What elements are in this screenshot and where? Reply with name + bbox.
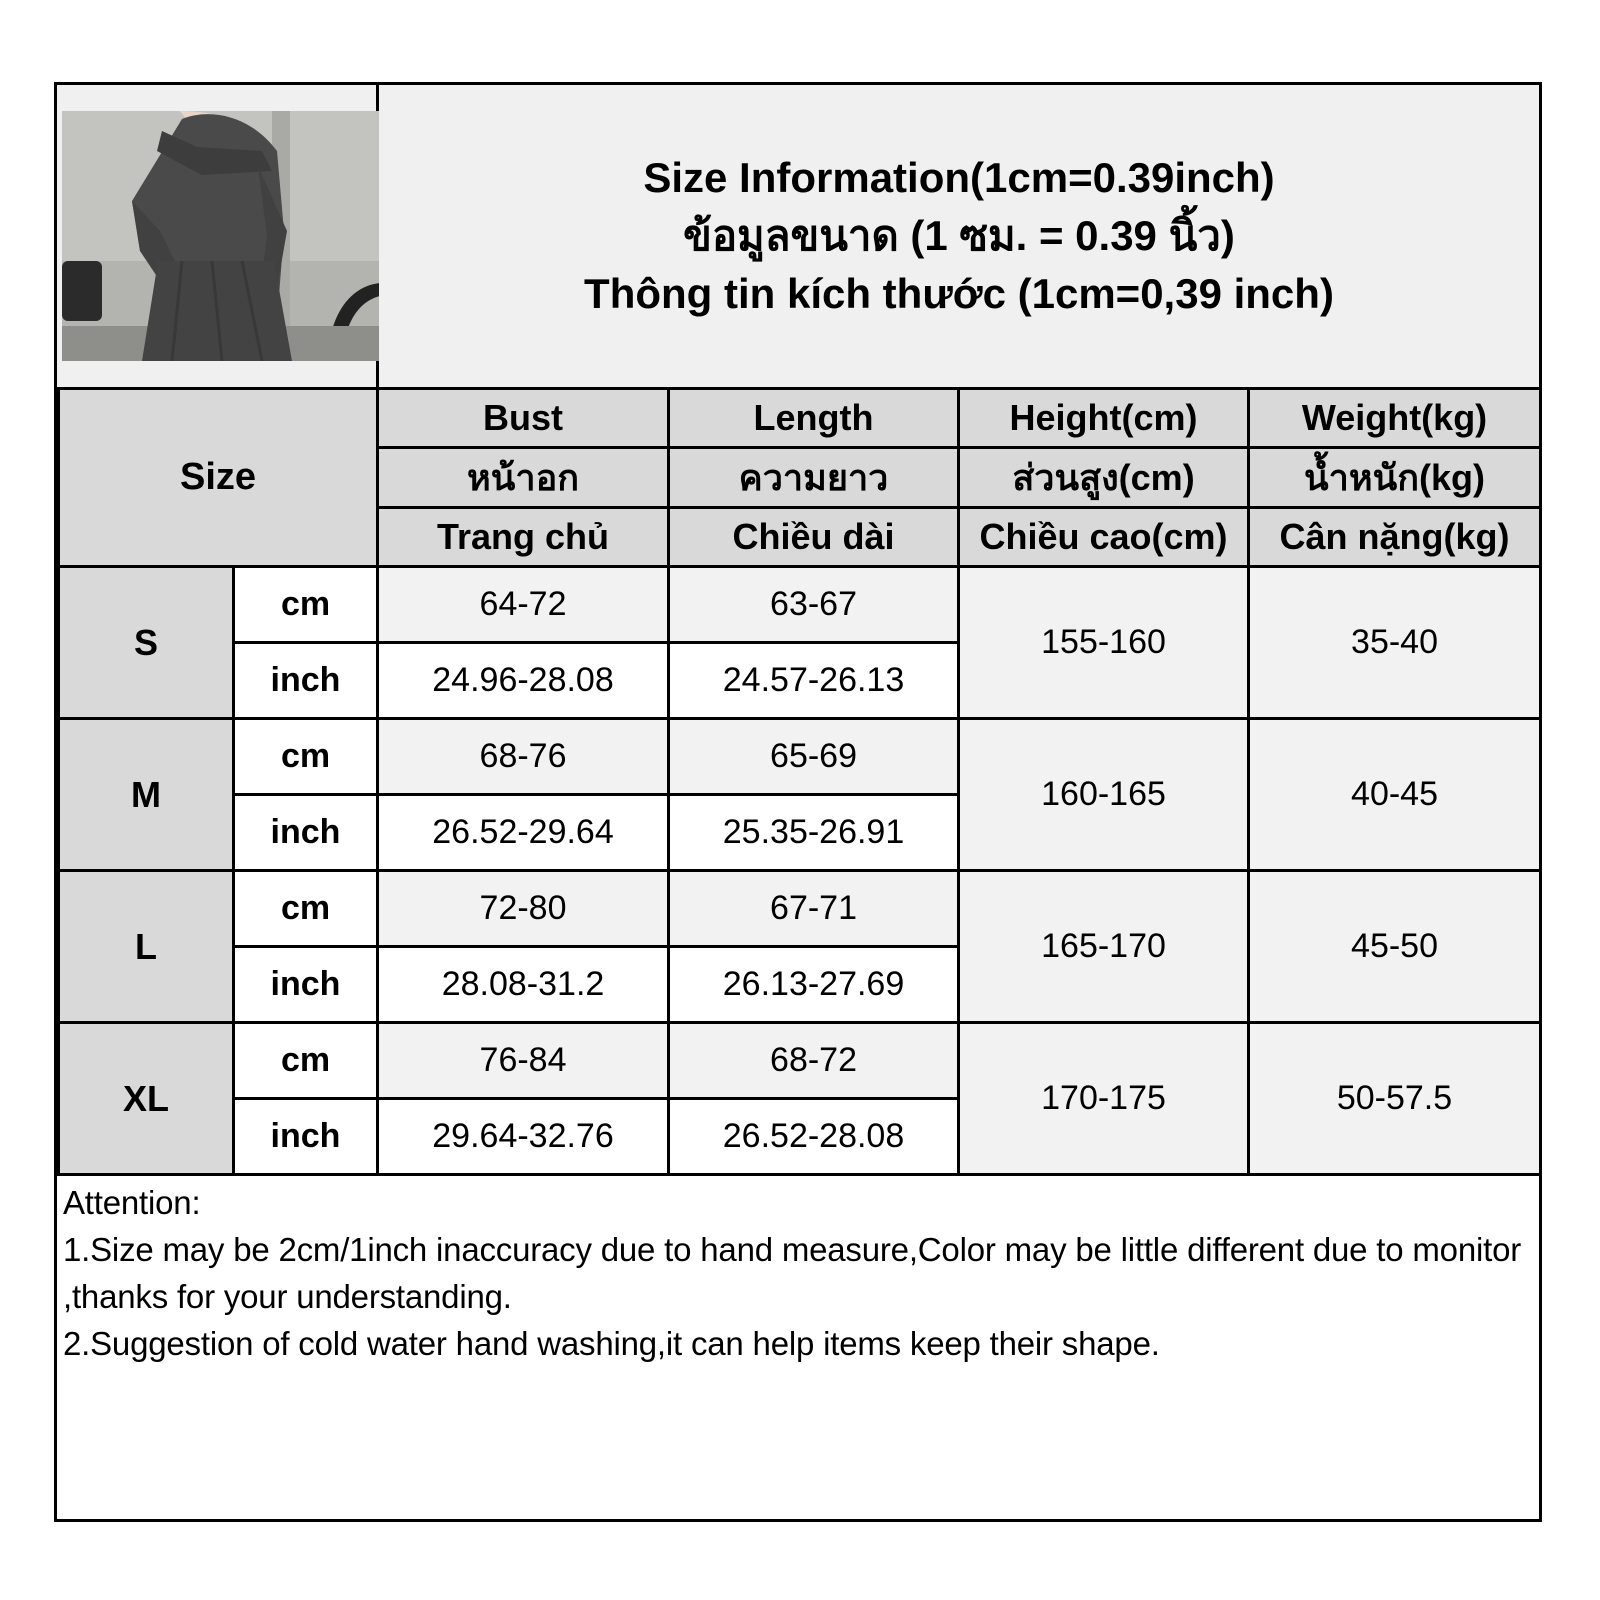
size-label-s: S (59, 567, 234, 719)
unit-cm: cm (234, 567, 378, 643)
size-chart (54, 82, 1542, 1522)
weight-value: 35-40 (1249, 567, 1541, 719)
bust-cm-value: 76-84 (378, 1023, 669, 1099)
length-header-vietnamese: Chiều dài (669, 508, 959, 567)
table-row (59, 871, 1541, 947)
length-inch-value: 24.57-26.13 (669, 643, 959, 719)
bust-cm-value: 72-80 (378, 871, 669, 947)
unit-cm: cm (234, 719, 378, 795)
size-table (57, 387, 1542, 1176)
product-photo-cell (57, 85, 379, 387)
size-label-xl: XL (59, 1023, 234, 1175)
bust-header-thai: หน้าอก (378, 448, 669, 508)
length-inch-value: 26.13-27.69 (669, 947, 959, 1023)
length-cm-value: 63-67 (669, 567, 959, 643)
height-value: 160-165 (959, 719, 1249, 871)
notes-heading: Attention: (63, 1184, 201, 1221)
length-inch-value: 26.52-28.08 (669, 1099, 959, 1175)
model-photo-illustration (62, 111, 380, 361)
height-header: Height(cm) (959, 389, 1249, 448)
title-thai: ข้อมูลขนาด (1 ซม. = 0.39 นิ้ว) (683, 212, 1235, 259)
size-column-header: Size (59, 389, 378, 567)
title-english: Size Information(1cm=0.39inch) (643, 154, 1275, 201)
height-value: 165-170 (959, 871, 1249, 1023)
weight-value: 50-57.5 (1249, 1023, 1541, 1175)
bust-header-vietnamese: Trang chủ (378, 508, 669, 567)
height-value: 170-175 (959, 1023, 1249, 1175)
bust-inch-value: 28.08-31.2 (378, 947, 669, 1023)
bust-cm-value: 68-76 (378, 719, 669, 795)
size-label-l: L (59, 871, 234, 1023)
bust-inch-value: 24.96-28.08 (378, 643, 669, 719)
note-item: 1.Size may be 2cm/1inch inaccuracy due to hand measure,Color may be little different due to monitor ,thanks for your understanding. (63, 1231, 1522, 1315)
attention-notes (63, 1179, 1527, 1367)
header-row-en (59, 389, 1541, 448)
length-cm-value: 68-72 (669, 1023, 959, 1099)
length-header: Length (669, 389, 959, 448)
unit-inch: inch (234, 1099, 378, 1175)
table-row (59, 719, 1541, 795)
unit-cm: cm (234, 871, 378, 947)
weight-header-thai: น้ำหนัก(kg) (1249, 448, 1541, 508)
length-cm-value: 67-71 (669, 871, 959, 947)
bust-inch-value: 26.52-29.64 (378, 795, 669, 871)
weight-header-vietnamese: Cân nặng(kg) (1249, 508, 1541, 567)
product-photo (62, 111, 380, 361)
note-item: 2.Suggestion of cold water hand washing,it can help items keep their shape. (63, 1325, 1160, 1362)
weight-value: 45-50 (1249, 871, 1541, 1023)
bust-cm-value: 64-72 (378, 567, 669, 643)
bust-inch-value: 29.64-32.76 (378, 1099, 669, 1175)
unit-inch: inch (234, 643, 378, 719)
length-inch-value: 25.35-26.91 (669, 795, 959, 871)
height-header-vietnamese: Chiều cao(cm) (959, 508, 1249, 567)
title-vietnamese: Thông tin kích thước (1cm=0,39 inch) (584, 270, 1334, 317)
title-block (379, 85, 1539, 387)
height-value: 155-160 (959, 567, 1249, 719)
weight-value: 40-45 (1249, 719, 1541, 871)
table-row (59, 567, 1541, 643)
unit-inch: inch (234, 947, 378, 1023)
unit-inch: inch (234, 795, 378, 871)
size-label-m: M (59, 719, 234, 871)
length-header-thai: ความยาว (669, 448, 959, 508)
table-row (59, 1023, 1541, 1099)
height-header-thai: ส่วนสูง(cm) (959, 448, 1249, 508)
length-cm-value: 65-69 (669, 719, 959, 795)
unit-cm: cm (234, 1023, 378, 1099)
weight-header: Weight(kg) (1249, 389, 1541, 448)
bust-header: Bust (378, 389, 669, 448)
